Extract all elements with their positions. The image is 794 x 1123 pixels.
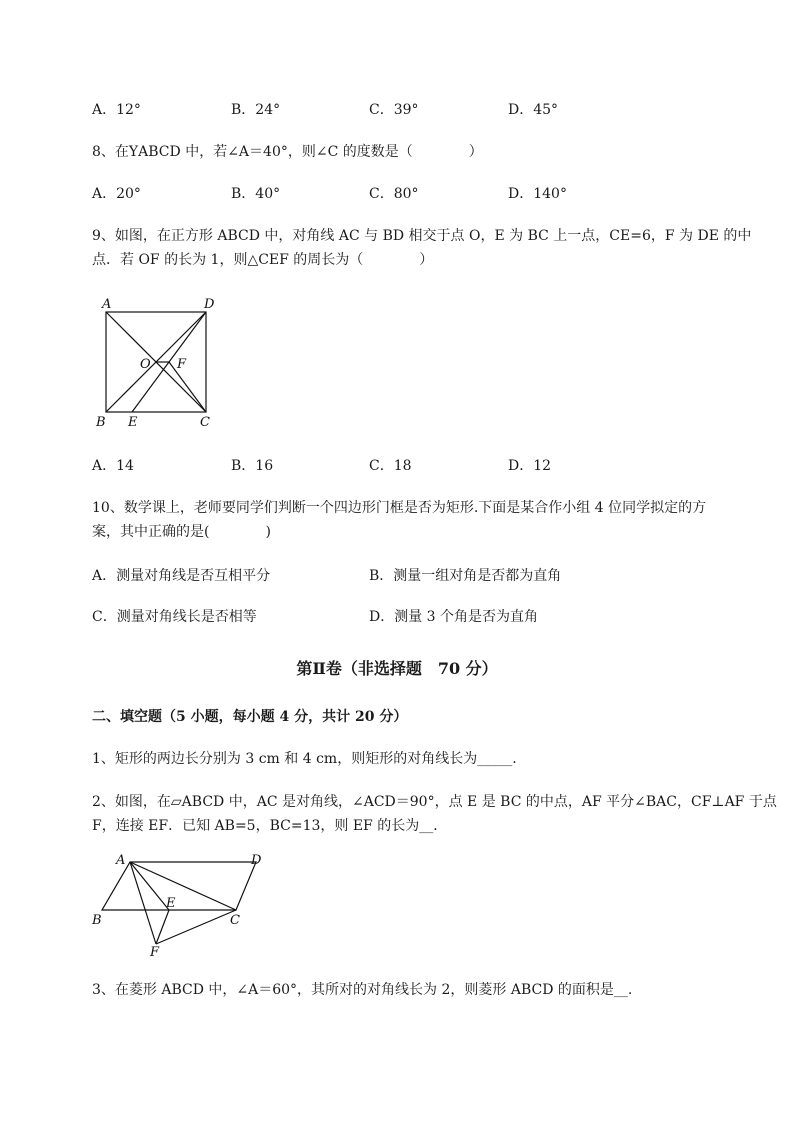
q7-option-b: B．24° (231, 102, 281, 118)
q10-option-b: B．测量一组对角是否都为直角 (369, 568, 562, 584)
q9-segment-cf (169, 362, 206, 412)
f2-stem-line2: F，连接 EF．已知 AB=5，BC=13，则 EF 的长为__． (92, 818, 448, 834)
q9-option-d: D．12 (508, 458, 552, 474)
q8-option-c: C．80° (369, 186, 419, 202)
q7-option-c: C．39° (369, 102, 419, 118)
f2-label-e: E (166, 896, 176, 911)
q9-label-b: B (96, 415, 106, 430)
f2-label-f: F (150, 945, 160, 960)
f2-segment-af (130, 862, 156, 944)
f2-segment-ae (130, 862, 169, 910)
f2-parallelogram-figure (88, 850, 278, 960)
f2-parallelogram (102, 862, 256, 910)
q10-option-a: A．测量对角线是否互相平分 (92, 568, 271, 584)
q10-stem-line2: 案，其中正确的是( ) (92, 524, 271, 540)
q9-square-figure (88, 292, 228, 432)
q9-stem-line1: 9、如图，在正方形 ABCD 中，对角线 AC 与 BD 相交于点 O，E 为 BC 上一点，CE=6，F 为 DE 的中 (92, 228, 752, 244)
f2-label-c: C (230, 913, 240, 928)
q9-stem-line2: 点．若 OF 的长为 1，则△CEF 的周长为（ ） (92, 252, 434, 268)
q7-option-d: D．45° (508, 102, 559, 118)
section2-heading: 二、填空题（5 小题，每小题 4 分，共计 20 分） (92, 709, 408, 725)
f2-diagonal-ac (130, 862, 236, 910)
q8-option-a: A．20° (92, 186, 141, 202)
f2-label-a: A (116, 853, 126, 868)
q9-label-a: A (102, 297, 112, 312)
f1-stem: 1、矩形的两边长分别为 3 cm 和 4 cm，则矩形的对角线长为_____. (92, 751, 517, 767)
q10-option-d: D．测量 3 个角是否为直角 (369, 609, 539, 625)
q9-label-c: C (200, 415, 210, 430)
q10-option-c: C．测量对角线长是否相等 (92, 609, 257, 625)
q8-option-d: D．140° (508, 186, 567, 202)
section2-title: 第Ⅱ卷（非选择题 70 分） (296, 659, 498, 678)
q8-option-b: B．40° (231, 186, 281, 202)
f2-label-d: D (251, 853, 262, 868)
f2-stem-line1: 2、如图，在▱ABCD 中，AC 是对角线，∠ACD＝90°，点 E 是 BC 的中点，AF 平分∠BAC，CF⊥AF 于点 (92, 794, 777, 810)
q8-stem: 8、在ΥABCD 中，若∠A＝40°，则∠C 的度数是（ ） (92, 144, 483, 160)
q9-label-d: D (204, 297, 215, 312)
f2-segment-cf (156, 910, 236, 944)
q9-label-f: F (177, 357, 187, 372)
f3-stem: 3、在菱形 ABCD 中，∠A＝60°，其所对的对角线长为 2，则菱形 ABCD 的面积是__. (92, 982, 633, 998)
q9-option-b: B．16 (231, 458, 274, 474)
q9-option-c: C．18 (369, 458, 412, 474)
q9-option-a: A．14 (92, 458, 134, 474)
q7-option-a: A．12° (92, 102, 141, 118)
f2-label-b: B (92, 913, 102, 928)
q10-stem-line1: 10、数学课上，老师要同学们判断一个四边形门框是否为矩形.下面是某合作小组 4 位同学拟定的方 (92, 500, 707, 516)
q9-label-e: E (128, 415, 138, 430)
q9-label-o: O (140, 357, 151, 372)
